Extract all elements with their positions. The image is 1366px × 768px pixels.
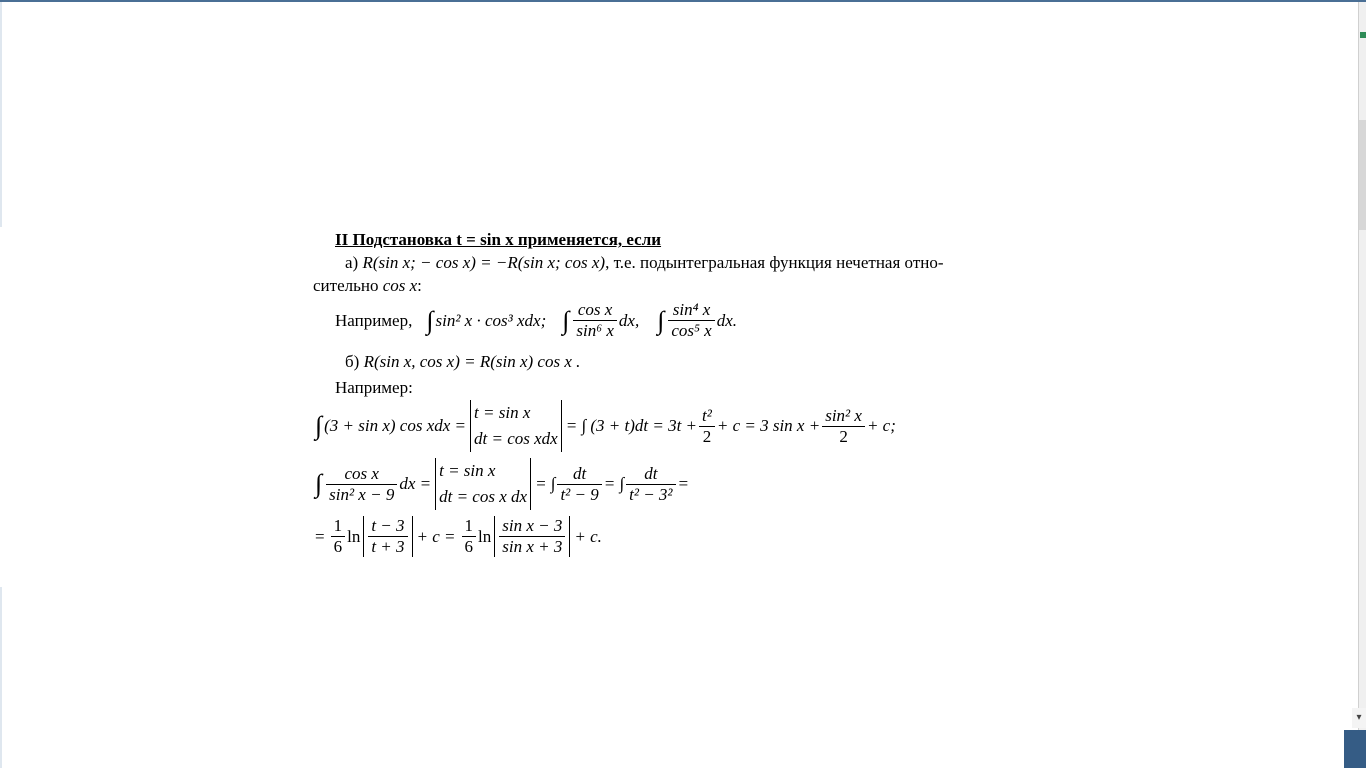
eq2-sub-bottom: dt = cos x dx xyxy=(439,487,528,506)
eq1-mid2: + c = 3 sin x + xyxy=(716,416,821,435)
equation-1 xyxy=(315,400,896,452)
scroll-down-arrow-icon[interactable]: ▾ xyxy=(1352,708,1366,728)
example-a-label: Например, xyxy=(335,310,413,330)
eq1-frac-den: 2 xyxy=(702,426,712,446)
eq2-mid: dx = xyxy=(399,474,432,493)
eq3-coef-2 xyxy=(462,516,477,557)
case-a-cos: cos x xyxy=(382,276,418,295)
equation-3 xyxy=(315,516,602,557)
case-b-label: б) xyxy=(345,352,360,371)
integral-sign-icon: ∫ xyxy=(562,305,570,335)
eq2-fraction-2 xyxy=(557,464,601,505)
case-b-line xyxy=(345,352,580,372)
eq2-eq: = ∫ xyxy=(535,474,556,493)
eq3-coef-1 xyxy=(331,516,346,557)
integral-sign-icon: ∫ xyxy=(315,469,323,498)
eq2-frac3-den: t² − 3² xyxy=(629,484,673,504)
eq3-abs1-num: t − 3 xyxy=(368,516,407,537)
example-b-label: Например: xyxy=(335,378,413,397)
eq1-fraction-2 xyxy=(822,406,865,447)
integral-3-tail: dx. xyxy=(716,310,737,330)
eq3-c1-den: 6 xyxy=(333,537,343,556)
case-a-line-2 xyxy=(313,276,422,296)
eq3-ln2: ln xyxy=(478,526,492,546)
eq3-ln: ln xyxy=(347,526,361,546)
section-heading: II Подстановка t = sin x применяется, если xyxy=(335,230,662,249)
integral-sign-icon: ∫ xyxy=(315,411,323,440)
case-a-label: а) xyxy=(345,253,359,272)
eq2-sub-top: t = sin x xyxy=(439,461,496,480)
eq2-frac-num: cos x xyxy=(326,464,397,485)
eq1-sub-bottom: dt = cos xdx xyxy=(474,429,558,448)
eq3-abs2-num: sin x − 3 xyxy=(499,516,565,537)
eq1-frac-num: t² xyxy=(699,406,715,427)
case-a-condition: R(sin x; − cos x) = −R(sin x; cos x) xyxy=(362,253,606,272)
eq1-tail: + c; xyxy=(866,416,896,435)
eq3-lead: = xyxy=(315,526,325,546)
integral-2-num: cos x xyxy=(573,300,617,321)
eq1-sub-top: t = sin x xyxy=(474,403,531,422)
integral-3-fraction xyxy=(668,300,714,341)
eq3-abs1-den: t + 3 xyxy=(371,537,405,556)
example-a-line xyxy=(335,300,737,341)
integral-sign-icon: ∫ xyxy=(426,305,434,335)
integral-1: sin² x · cos³ xdx; xyxy=(435,310,547,330)
eq2-frac-den: sin² x − 9 xyxy=(329,484,395,504)
eq3-mid: + c = xyxy=(416,526,456,546)
eq1-mid: = ∫ (3 + t)dt = 3t + xyxy=(565,416,698,435)
case-b-condition: R(sin x, cos x) = R(sin x) cos x . xyxy=(363,352,581,371)
integral-sign-icon: ∫ xyxy=(657,305,665,335)
eq1-lhs: (3 + sin x) cos xdx = xyxy=(324,416,467,435)
eq2-fraction xyxy=(326,464,397,505)
integral-2-fraction xyxy=(573,300,617,341)
eq1-substitution xyxy=(470,400,562,452)
eq3-tail: + c. xyxy=(574,526,602,546)
eq2-frac2-num: dt xyxy=(557,464,601,485)
integral-3-num: sin⁴ x xyxy=(668,300,714,321)
case-a-text: , т.е. подынтегральная функция нечетная отно- xyxy=(605,253,944,272)
eq2-frac2-den: t² − 9 xyxy=(560,484,599,504)
eq3-abs2-den: sin x + 3 xyxy=(502,537,563,556)
eq2-tail: = xyxy=(677,474,690,493)
eq3-abs2-fraction xyxy=(499,516,565,557)
eq2-fraction-3 xyxy=(626,464,675,505)
eq2-substitution xyxy=(435,458,531,510)
eq1-frac2-den: 2 xyxy=(839,426,848,446)
integral-2-tail: dx, xyxy=(618,310,640,330)
case-a-colon: : xyxy=(417,276,422,295)
case-a-text-2: сительно xyxy=(313,276,379,295)
eq3-abs-1 xyxy=(363,516,412,557)
eq1-fraction xyxy=(699,406,715,447)
eq2-eq2: = ∫ xyxy=(603,474,625,493)
eq2-frac3-num: dt xyxy=(626,464,675,485)
eq3-abs1-fraction xyxy=(368,516,407,557)
integral-3-den: cos⁵ x xyxy=(671,321,712,340)
eq3-abs-2 xyxy=(494,516,570,557)
eq3-c2-num: 1 xyxy=(462,516,477,537)
case-a-line xyxy=(345,253,944,273)
eq1-frac2-num: sin² x xyxy=(822,406,865,427)
eq3-c2-den: 6 xyxy=(464,537,474,556)
eq3-c1-num: 1 xyxy=(331,516,346,537)
integral-2-den: sin⁶ x xyxy=(576,321,614,340)
equation-2 xyxy=(315,458,689,510)
